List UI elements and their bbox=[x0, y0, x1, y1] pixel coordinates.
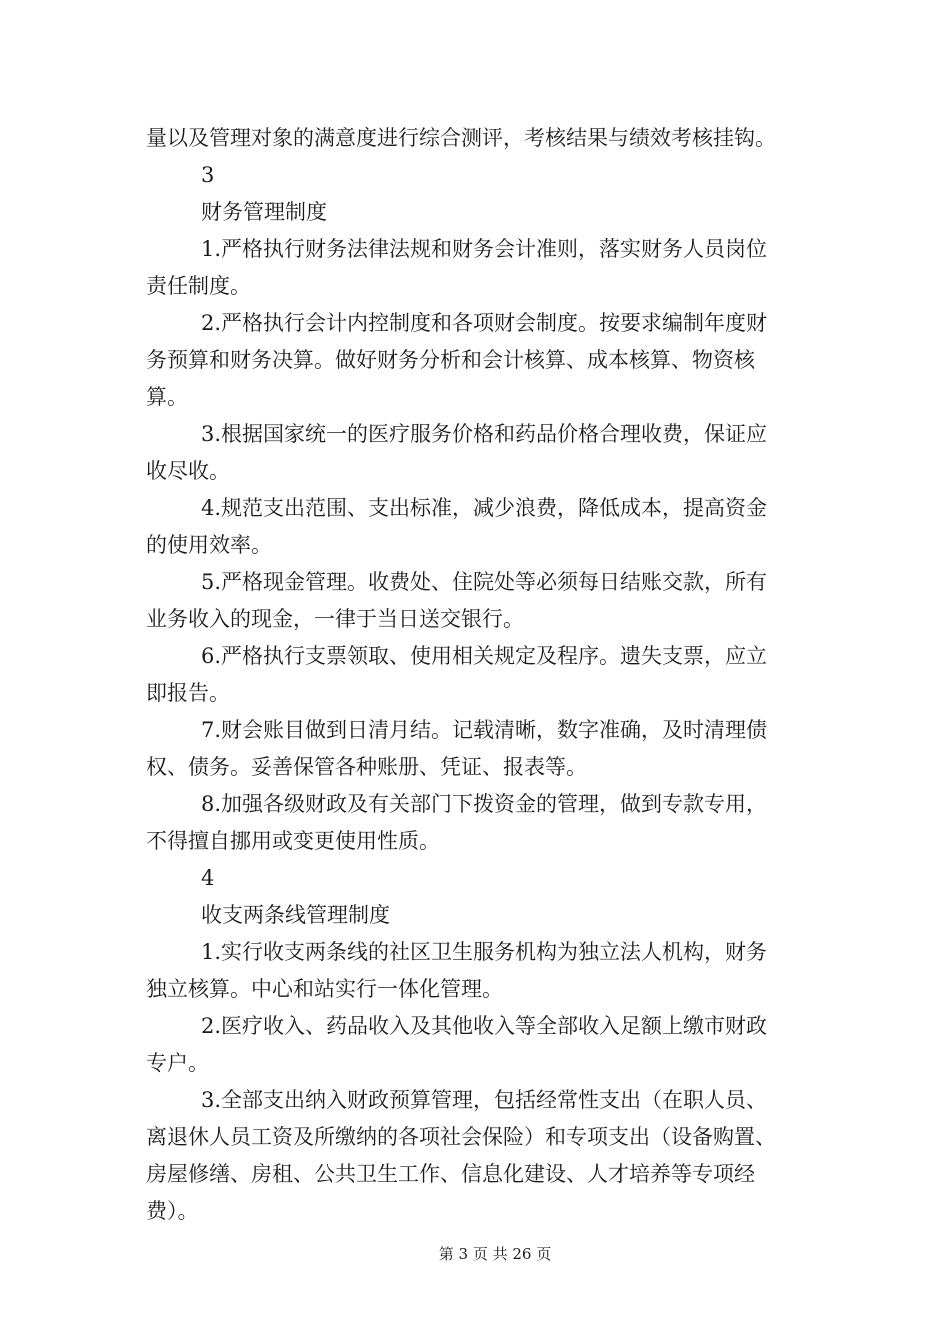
text-line: 7.财会账目做到日清月结。记载清晰，数字准确，及时清理债 bbox=[201, 718, 768, 742]
text-line: 2.严格执行会计内控制度和各项财会制度。按要求编制年度财 bbox=[201, 311, 768, 335]
document-body bbox=[146, 120, 814, 1230]
text-line: 1.严格执行财务法律法规和财务会计准则，落实财务人员岗位 bbox=[201, 237, 768, 261]
text-line: 即报告。 bbox=[146, 681, 230, 705]
text-line: 3 bbox=[201, 163, 215, 187]
text-line: 离退休人员工资及所缴纳的各项社会保险）和专项支出（设备购置、 bbox=[146, 1125, 776, 1149]
page-footer bbox=[0, 1244, 950, 1264]
text-line: 独立核算。中心和站实行一体化管理。 bbox=[146, 977, 503, 1001]
text-line: 6.严格执行支票领取、使用相关规定及程序。遗失支票，应立 bbox=[201, 644, 768, 668]
text-line: 8.加强各级财政及有关部门下拨资金的管理，做到专款专用， bbox=[201, 792, 768, 816]
text-line: 专户。 bbox=[146, 1051, 209, 1075]
text-line: 权、债务。妥善保管各种账册、凭证、报表等。 bbox=[146, 755, 587, 779]
text-line: 算。 bbox=[146, 385, 188, 409]
text-line: 收尽收。 bbox=[146, 459, 230, 483]
text-line: 的使用效率。 bbox=[146, 533, 272, 557]
text-line: 费）。 bbox=[146, 1199, 199, 1223]
text-line: 房屋修缮、房租、公共卫生工作、信息化建设、人才培养等专项经 bbox=[146, 1162, 755, 1186]
text-line: 务预算和财务决算。做好财务分析和会计核算、成本核算、物资核 bbox=[146, 348, 755, 372]
text-line: 4 bbox=[201, 866, 215, 890]
text-line: 量以及管理对象的满意度进行综合测评，考核结果与绩效考核挂钩。 bbox=[146, 126, 776, 150]
text-line: 责任制度。 bbox=[146, 274, 251, 298]
page-number-label: 第 3 页 共 26 页 bbox=[438, 1245, 552, 1263]
text-line: 3.根据国家统一的医疗服务价格和药品价格合理收费，保证应 bbox=[201, 422, 768, 446]
text-line: 财务管理制度 bbox=[201, 200, 327, 224]
text-line: 业务收入的现金，一律于当日送交银行。 bbox=[146, 607, 524, 631]
text-line: 5.严格现金管理。收费处、住院处等必须每日结账交款，所有 bbox=[201, 570, 768, 594]
text-line: 4.规范支出范围、支出标准，减少浪费，降低成本，提高资金 bbox=[201, 496, 768, 520]
text-line: 不得擅自挪用或变更使用性质。 bbox=[146, 829, 440, 853]
text-line: 1.实行收支两条线的社区卫生服务机构为独立法人机构，财务 bbox=[201, 940, 768, 964]
text-line: 2.医疗收入、药品收入及其他收入等全部收入足额上缴市财政 bbox=[201, 1014, 768, 1038]
text-line: 收支两条线管理制度 bbox=[201, 903, 390, 927]
text-line: 3.全部支出纳入财政预算管理，包括经常性支出（在职人员、 bbox=[201, 1088, 768, 1112]
